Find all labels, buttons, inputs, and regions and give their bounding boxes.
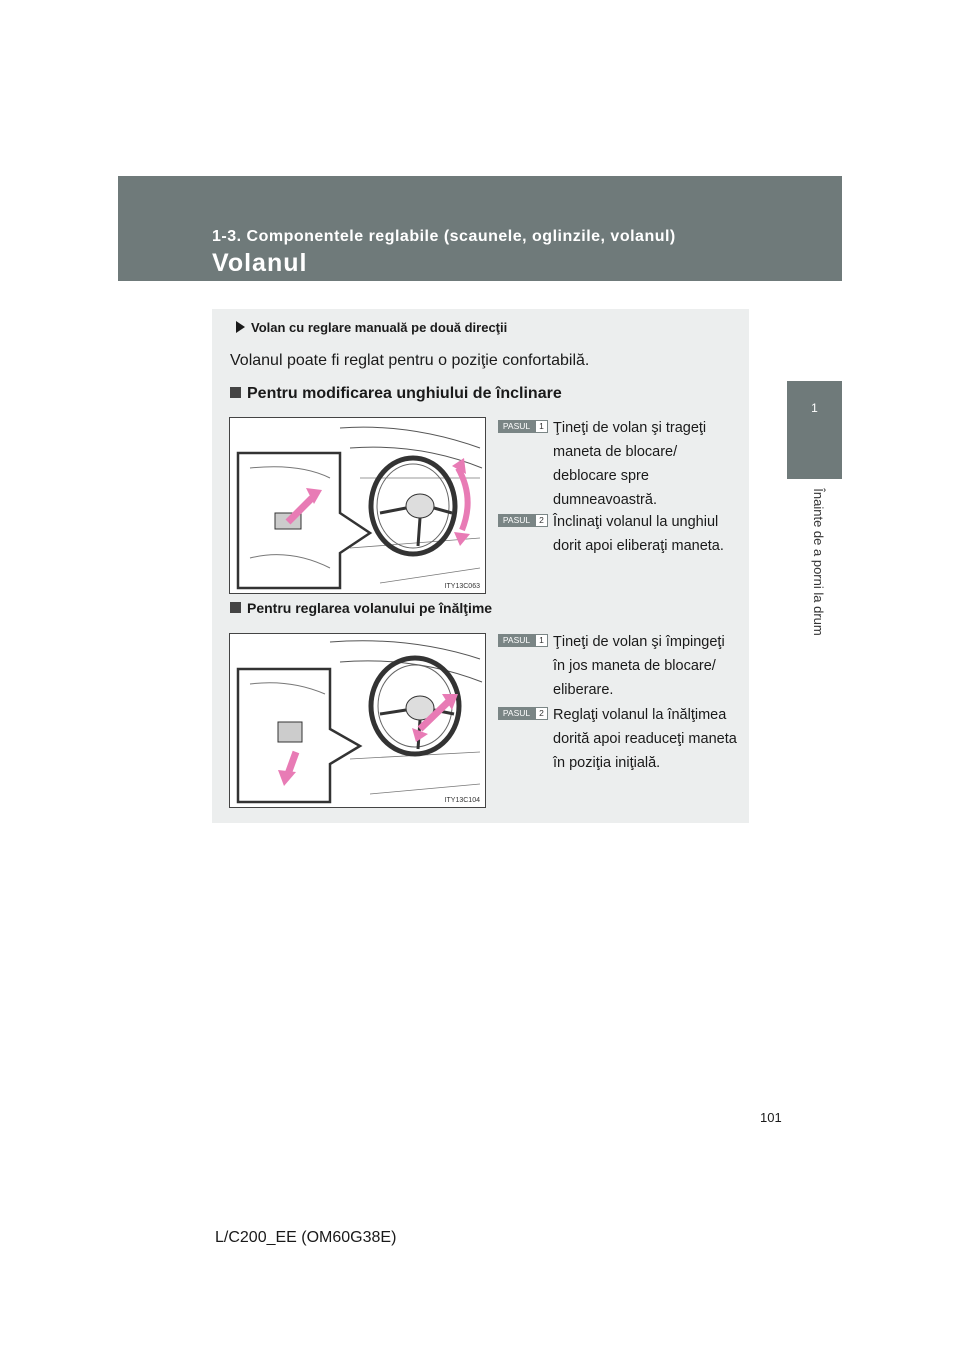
figure-code: ITY13C104 (444, 797, 480, 804)
chapter-tab[interactable] (787, 381, 842, 479)
steering-tilt-illustration (230, 418, 485, 593)
step-item (498, 703, 738, 775)
step-text: Ţineţi de volan şi trageţi maneta de blocare/ deblocare spre dumneavoastră. (553, 420, 707, 508)
chapter-number: 1 (811, 401, 818, 415)
square-bullet-icon (230, 387, 241, 398)
step-item (498, 630, 738, 702)
step-badge (498, 634, 548, 647)
figure-height (229, 633, 486, 808)
step-badge-number: 2 (535, 707, 548, 720)
square-bullet-icon (230, 602, 241, 613)
step-badge-label: PASUL (498, 420, 535, 433)
subheading-tilt (230, 385, 562, 403)
step-badge (498, 514, 548, 527)
subheading-tilt-text: Pentru modificarea unghiului de înclinare (247, 385, 562, 402)
page-title: Volanul (212, 249, 308, 277)
step-badge-label: PASUL (498, 514, 535, 527)
page-number: 101 (760, 1110, 782, 1125)
spec-text: Volan cu reglare manuală pe două direcţii (251, 320, 508, 335)
step-badge-label: PASUL (498, 707, 535, 720)
step-badge-number: 1 (535, 634, 548, 647)
section-title: 1-3. Componentele reglabile (scaunele, oglinzile, volanul) (212, 228, 676, 245)
spec-line (236, 320, 507, 335)
chapter-label: Înainte de a porni la drum (811, 488, 826, 636)
step-text: Reglaţi volanul la înălţimea dorită apoi readuceţi maneta în poziţia iniţială. (553, 707, 737, 771)
figure-tilt (229, 417, 486, 594)
step-badge (498, 420, 548, 433)
steering-height-illustration (230, 634, 485, 807)
figure-code: ITY13C063 (444, 583, 480, 590)
step-text: Ţineţi de volan şi împingeţi în jos maneta de blocare/ eliberare. (553, 634, 725, 698)
footer-code: L/C200_EE (OM60G38E) (215, 1229, 397, 1246)
subheading-height (230, 600, 492, 616)
step-item (498, 416, 738, 512)
triangle-bullet-icon (236, 321, 245, 333)
step-badge (498, 707, 548, 720)
step-badge-number: 2 (535, 514, 548, 527)
intro-text: Volanul poate fi reglat pentru o poziţie confortabilă. (230, 352, 590, 369)
step-item (498, 510, 738, 558)
step-badge-number: 1 (535, 420, 548, 433)
step-text: Înclinaţi volanul la unghiul dorit apoi eliberaţi maneta. (553, 514, 724, 554)
step-badge-label: PASUL (498, 634, 535, 647)
subheading-height-text: Pentru reglarea volanului pe înălţime (247, 600, 493, 616)
